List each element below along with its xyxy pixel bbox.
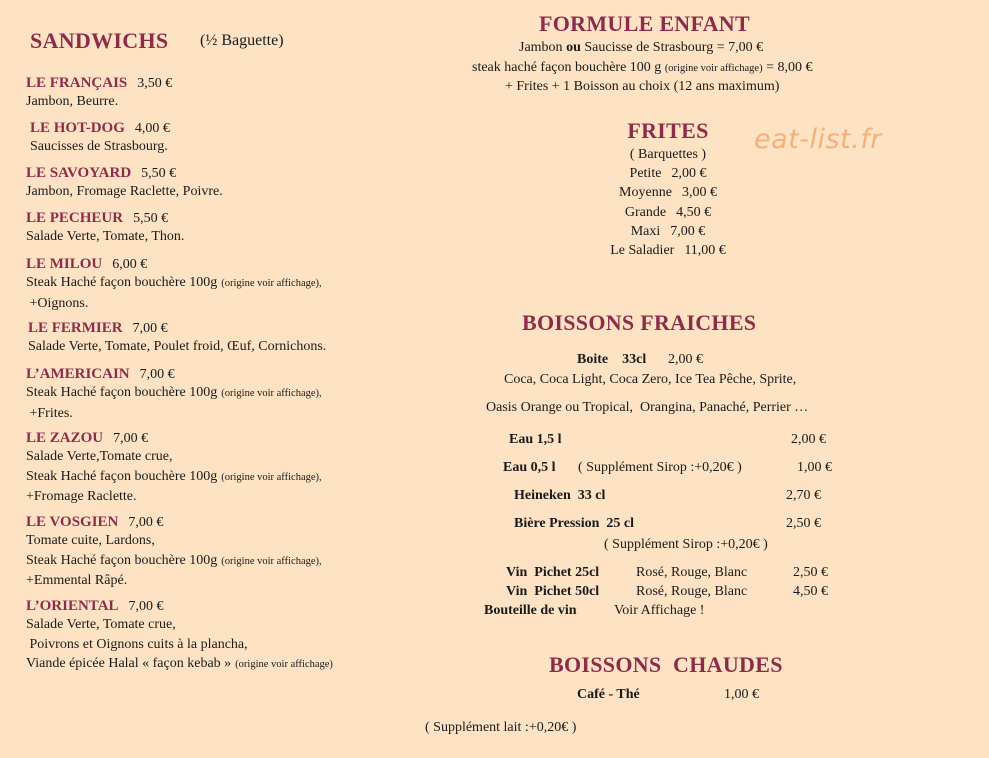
cafe-price: 1,00 € bbox=[724, 687, 759, 702]
sandwich-desc-line bbox=[26, 467, 322, 488]
formule-enfant-line2-note: (origine voir affichage) bbox=[664, 63, 763, 74]
sandwich-desc-text: +Fromage Raclette. bbox=[26, 489, 137, 504]
frites-item bbox=[568, 205, 768, 221]
formule-enfant-title: FORMULE ENFANT bbox=[539, 11, 750, 36]
frites-label: Petite bbox=[629, 166, 662, 181]
sandwich-price: 7,00 € bbox=[139, 367, 175, 382]
sandwich-desc-text: Steak Haché façon bouchère 100g bbox=[26, 552, 218, 568]
sandwich-desc-line bbox=[26, 92, 172, 112]
sandwich-desc-text: +Emmental Râpé. bbox=[26, 573, 128, 588]
formule-enfant-ou: ou bbox=[566, 40, 581, 55]
sandwich-desc-line bbox=[26, 571, 322, 591]
sandwich-desc-line bbox=[26, 635, 333, 655]
sandwichs-subtitle: (½ Baguette) bbox=[200, 32, 284, 49]
sandwich-name: LE HOT-DOG bbox=[30, 120, 125, 136]
boissons-chaudes-title: BOISSONS CHAUDES bbox=[549, 652, 783, 677]
frites-item bbox=[568, 166, 768, 182]
sandwich-desc-text: Salade Verte, Tomate, Thon. bbox=[26, 229, 185, 244]
sandwich-item bbox=[26, 209, 184, 247]
sandwich-desc-text: Steak Haché façon bouchère 100g bbox=[26, 385, 218, 400]
sandwich-origin-note: (origine voir affichage), bbox=[221, 388, 322, 399]
sandwich-item bbox=[26, 164, 223, 202]
sandwich-header bbox=[30, 119, 170, 137]
biere-label: Bière Pression 25 cl bbox=[514, 516, 635, 531]
frites-price: 2,00 € bbox=[671, 166, 707, 181]
sandwich-price: 4,00 € bbox=[134, 121, 170, 136]
sandwich-header bbox=[26, 164, 223, 182]
frites-item bbox=[568, 243, 768, 259]
sandwich-desc-line bbox=[26, 447, 322, 467]
vin-50-label: Vin Pichet 50cl bbox=[506, 584, 600, 599]
sandwich-desc-text: Salade Verte, Tomate crue, bbox=[26, 617, 176, 632]
sandwich-price: 3,50 € bbox=[137, 76, 173, 91]
sandwich-item bbox=[28, 319, 326, 357]
sandwich-desc-line bbox=[26, 615, 333, 635]
sandwich-item bbox=[30, 119, 170, 157]
sandwich-origin-note: (origine voir affichage), bbox=[221, 471, 322, 483]
frites-price: 7,00 € bbox=[670, 224, 706, 239]
sandwich-desc-line bbox=[26, 294, 322, 314]
frites-label: Grande bbox=[624, 205, 667, 220]
sandwich-item bbox=[26, 513, 322, 591]
biere-note: ( Supplément Sirop :+0,20€ ) bbox=[604, 537, 768, 552]
sandwich-origin-note: (origine voir affichage) bbox=[235, 659, 333, 670]
eau-15-label: Eau 1,5 l bbox=[509, 432, 562, 447]
frites-item bbox=[568, 224, 768, 240]
sandwichs-title: SANDWICHS bbox=[30, 28, 169, 53]
formule-enfant-line2 bbox=[472, 60, 812, 76]
sandwich-price: 7,00 € bbox=[128, 599, 164, 614]
formule-enfant-line1-a: Jambon bbox=[519, 40, 567, 55]
boite-list-2: Oasis Orange ou Tropical, Orangina, Panaché, Perrier … bbox=[486, 400, 809, 415]
vin-25-price: 2,50 € bbox=[793, 565, 828, 580]
frites-item bbox=[568, 185, 768, 201]
sandwich-price: 7,00 € bbox=[132, 321, 168, 336]
sandwich-desc-line bbox=[26, 551, 322, 572]
sandwich-header bbox=[26, 597, 333, 615]
frites-price: 3,00 € bbox=[681, 185, 717, 200]
sandwich-item bbox=[26, 429, 322, 507]
heineken-label: Heineken 33 cl bbox=[514, 488, 606, 503]
formule-enfant-line2-b: = 8,00 € bbox=[766, 60, 813, 75]
vin-25-desc: Rosé, Rouge, Blanc bbox=[636, 565, 748, 580]
eau-05-note: ( Supplément Sirop :+0,20€ ) bbox=[578, 460, 742, 475]
heineken-price: 2,70 € bbox=[786, 488, 821, 503]
sandwich-price: 6,00 € bbox=[112, 257, 148, 272]
biere-price: 2,50 € bbox=[786, 516, 821, 531]
frites-label: Maxi bbox=[630, 224, 661, 239]
sandwich-desc-text: Jambon, Fromage Raclette, Poivre. bbox=[26, 184, 223, 199]
sandwich-name: LE SAVOYARD bbox=[26, 165, 132, 181]
boissons-fraiches-title: BOISSONS FRAICHES bbox=[522, 310, 757, 335]
sandwich-desc-text: Salade Verte,Tomate crue, bbox=[26, 449, 173, 464]
frites-label: Le Saladier bbox=[610, 243, 675, 258]
vin-25-label: Vin Pichet 25cl bbox=[506, 565, 600, 580]
bouteille-label: Bouteille de vin bbox=[484, 603, 577, 618]
watermark: eat-list.fr bbox=[754, 124, 882, 155]
sandwich-desc-text: +Frites. bbox=[26, 405, 73, 421]
sandwich-item bbox=[26, 365, 322, 423]
sandwich-desc-line bbox=[26, 182, 223, 202]
bouteille-desc: Voir Affichage ! bbox=[614, 603, 705, 618]
sandwich-name: LE FRANÇAIS bbox=[26, 75, 128, 91]
eau-05-price: 1,00 € bbox=[797, 460, 832, 475]
sandwich-price: 7,00 € bbox=[128, 515, 164, 530]
sandwich-desc-text: Poivrons et Oignons cuits à la plancha, bbox=[26, 636, 248, 652]
formule-enfant-line3: + Frites + 1 Boisson au choix (12 ans maximum) bbox=[505, 79, 780, 94]
formule-enfant-line2-a: steak haché façon bouchère 100 g bbox=[472, 60, 662, 75]
sandwich-header bbox=[28, 319, 326, 337]
boite-list-1: Coca, Coca Light, Coca Zero, Ice Tea Pêche, Sprite, bbox=[504, 372, 797, 387]
vin-50-price: 4,50 € bbox=[793, 584, 828, 599]
sandwich-price: 7,00 € bbox=[113, 431, 149, 446]
boite-price: 2,00 € bbox=[668, 352, 703, 367]
sandwich-desc-text: Viande épicée Halal « façon kebab » bbox=[26, 656, 232, 671]
sandwich-desc-line bbox=[26, 487, 322, 507]
sandwich-desc-text: Tomate cuite, Lardons, bbox=[26, 533, 155, 548]
sandwich-item bbox=[26, 74, 172, 112]
sandwich-price: 5,50 € bbox=[141, 166, 177, 181]
sandwich-name: LE FERMIER bbox=[28, 320, 123, 336]
sandwich-desc-text: Steak Haché façon bouchère 100g bbox=[26, 275, 218, 290]
lait-note: ( Supplément lait :+0,20€ ) bbox=[425, 720, 577, 735]
sandwich-desc-text: Steak Haché façon bouchère 100g bbox=[26, 468, 218, 484]
eau-15-price: 2,00 € bbox=[791, 432, 826, 447]
sandwich-desc-text: +Oignons. bbox=[26, 295, 89, 311]
formule-enfant-line1-b: Saucisse de Strasbourg = 7,00 € bbox=[584, 40, 764, 55]
frites-subtitle: ( Barquettes ) bbox=[629, 147, 707, 162]
sandwich-desc-line bbox=[26, 227, 184, 247]
sandwich-desc-line bbox=[26, 383, 322, 404]
sandwich-name: LE MILOU bbox=[26, 256, 103, 272]
sandwich-header bbox=[26, 513, 322, 531]
sandwich-item bbox=[26, 597, 333, 675]
sandwich-header bbox=[26, 74, 172, 92]
boite-label: Boite 33cl bbox=[577, 352, 647, 367]
sandwich-origin-note: (origine voir affichage), bbox=[221, 278, 322, 289]
sandwich-desc-line bbox=[26, 531, 322, 551]
frites-price: 11,00 € bbox=[684, 243, 726, 258]
sandwich-desc-line bbox=[30, 137, 170, 157]
sandwich-desc-line bbox=[26, 273, 322, 294]
cafe-label: Café - Thé bbox=[577, 687, 640, 702]
sandwich-desc-text: Salade Verte, Tomate, Poulet froid, Œuf, Cornichons. bbox=[28, 339, 327, 354]
sandwich-desc-line bbox=[26, 654, 333, 675]
sandwich-price: 5,50 € bbox=[133, 211, 169, 226]
eau-05-label: Eau 0,5 l bbox=[503, 460, 556, 475]
frites-label: Moyenne bbox=[619, 185, 672, 200]
sandwich-header bbox=[26, 429, 322, 447]
sandwich-desc-line bbox=[26, 404, 322, 424]
formule-enfant-line1 bbox=[519, 40, 763, 56]
sandwich-name: L’AMERICAIN bbox=[26, 366, 130, 382]
sandwich-name: L’ORIENTAL bbox=[26, 598, 119, 614]
vin-50-desc: Rosé, Rouge, Blanc bbox=[636, 584, 748, 599]
sandwich-desc-line bbox=[28, 337, 326, 357]
sandwich-header bbox=[26, 255, 322, 273]
frites-title: FRITES bbox=[627, 118, 709, 143]
sandwich-origin-note: (origine voir affichage), bbox=[221, 555, 322, 567]
sandwich-header bbox=[26, 365, 322, 383]
sandwich-name: LE VOSGIEN bbox=[26, 514, 119, 530]
sandwich-name: LE PECHEUR bbox=[26, 210, 124, 226]
sandwich-item bbox=[26, 255, 322, 313]
sandwich-header bbox=[26, 209, 184, 227]
sandwich-desc-text: Saucisses de Strasbourg. bbox=[30, 139, 168, 154]
frites-price: 4,50 € bbox=[676, 205, 712, 220]
sandwich-desc-text: Jambon, Beurre. bbox=[26, 94, 119, 109]
sandwich-name: LE ZAZOU bbox=[26, 430, 104, 446]
